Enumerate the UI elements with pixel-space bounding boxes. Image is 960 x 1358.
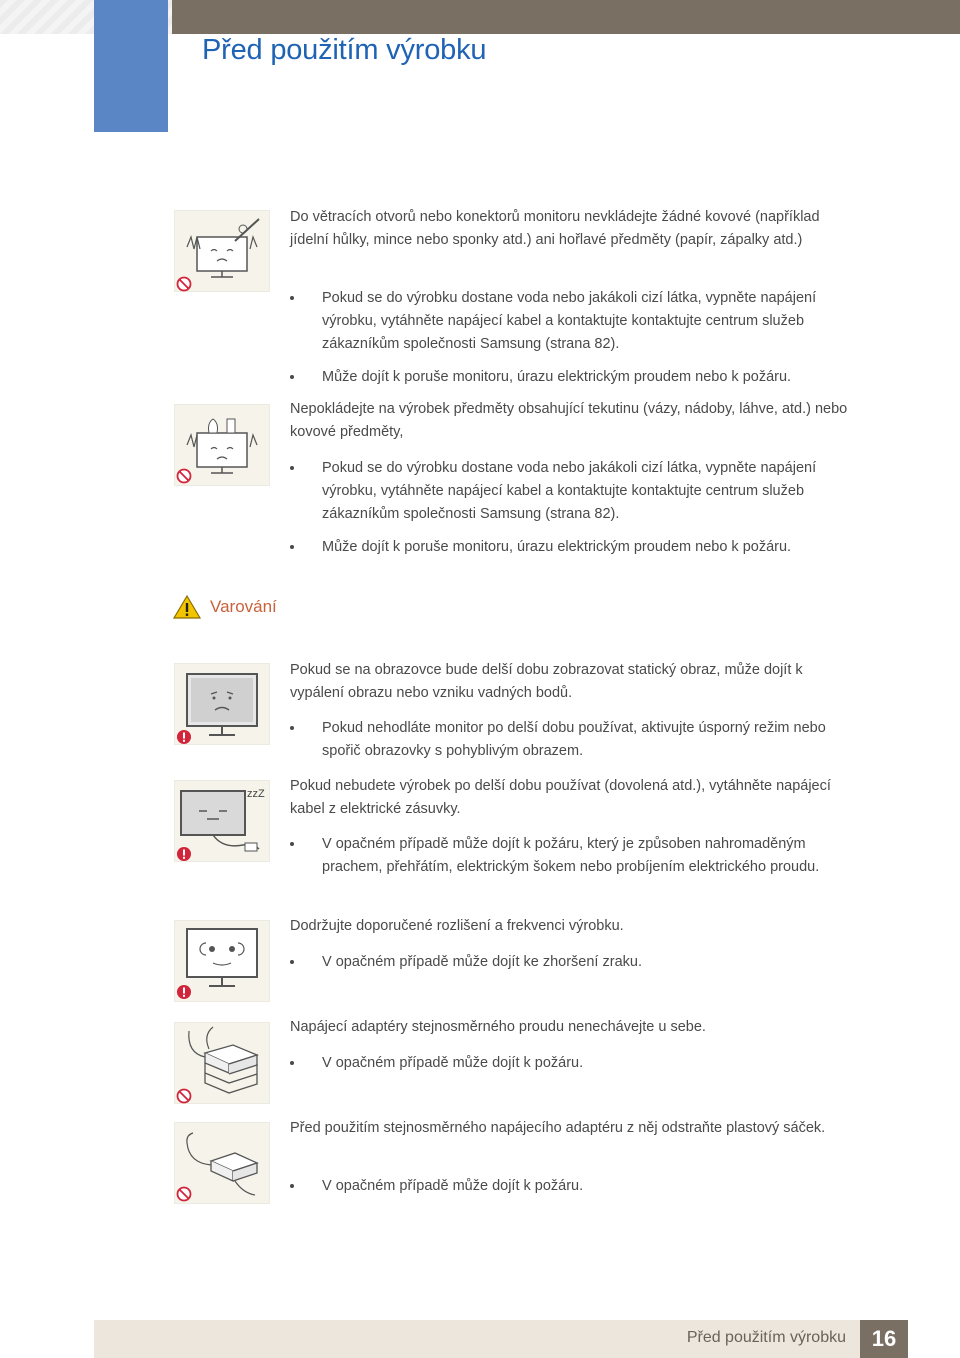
bullet-list [290,833,850,879]
section-lead: Před použitím stejnosměrného napájecího adaptéru z něj odstraňte plastový sáček. [290,1120,826,1136]
warning-heading [172,592,277,622]
section-lead: Napájecí adaptéry stejnosměrného proudu nenechávejte u sebe. [290,1019,706,1035]
list-item: V opačném případě může dojít ke zhoršení zraku. [290,951,850,974]
list-item: V opačném případě může dojít k požáru, který je způsoben nahromaděným prachem, přehřátím, elektrickým šokem nebo probíjením elektrického proudu. [290,833,850,879]
prohibited-icon [176,1088,192,1104]
list-item: Může dojít k poruše monitoru, úrazu elektrickým proudem nebo k požáru. [290,366,850,389]
prohibited-icon [176,468,192,484]
bullet-list [290,1052,850,1075]
list-item: Pokud nehodláte monitor po delší dobu používat, aktivujte úsporný režim nebo spořič obrazovky s pohyblivým obrazem. [290,717,850,763]
bullet-list [290,1175,850,1198]
bullet-list [290,287,850,389]
page-title: Před použitím výrobku [202,34,487,66]
illustration-unplug [174,780,270,862]
prohibited-icon [176,276,192,292]
section-lead: Pokud se na obrazovce bude delší dobu zobrazovat statický obraz, může dojít k vypálení obrazu nebo vzniku vadných bodů. [290,662,803,701]
illustration-resolution [174,920,270,1002]
illustration-adapter-plastic-bag [174,1122,270,1204]
bullet-list [290,717,850,763]
page-number: 16 [860,1320,908,1358]
list-item: Může dojít k poruše monitoru, úrazu elektrickým proudem nebo k požáru. [290,536,850,559]
bullet-list [290,457,850,559]
zzz-label: zzZ [247,788,265,800]
exclamation-icon [176,729,192,745]
prohibited-icon [176,1186,192,1202]
illustration-static-image [174,663,270,745]
illustration-monitor-liquid [174,404,270,486]
exclamation-icon [176,846,192,862]
section-lead: Do větracích otvorů nebo konektorů monitoru nevkládejte žádné kovové (například jídelní hůlky, mince nebo sponky atd.) ani hořlavé předměty (papír, zápalky atd.) [290,209,820,248]
list-item: V opačném případě může dojít k požáru. [290,1052,850,1075]
footer-bar [94,1320,860,1358]
list-item: V opačném případě může dojít k požáru. [290,1175,850,1198]
illustration-monitor-metal-objects [174,210,270,292]
section-lead: Nepokládejte na výrobek předměty obsahující tekutinu (vázy, nádoby, láhve, atd.) nebo kovové předměty, [290,401,848,440]
chapter-tab [94,0,168,132]
list-item: Pokud se do výrobku dostane voda nebo jakákoli cizí látka, vypněte napájení výrobku, vytáhněte napájecí kabel a kontaktujte kontaktujte centrum služeb zákazníkům společnosti Samsung (strana 82). [290,287,850,356]
warning-label: Varování [210,597,277,616]
section-lead: Pokud nebudete výrobek po delší dobu používat (dovolená atd.), vytáhněte napájecí kabel z elektrické zásuvky. [290,778,831,817]
exclamation-icon [176,984,192,1000]
footer-section-title: Před použitím výrobku [686,1329,846,1346]
section-lead: Dodržujte doporučené rozlišení a frekvenci výrobku. [290,918,624,934]
bullet-list [290,951,850,974]
warning-triangle-icon [172,594,202,620]
list-item: Pokud se do výrobku dostane voda nebo jakákoli cizí látka, vypněte napájení výrobku, vytáhněte napájecí kabel a kontaktujte kontaktujte centrum služeb zákazníkům společnosti Samsung (strana 82). [290,457,850,526]
illustration-stacked-adapters [174,1022,270,1104]
